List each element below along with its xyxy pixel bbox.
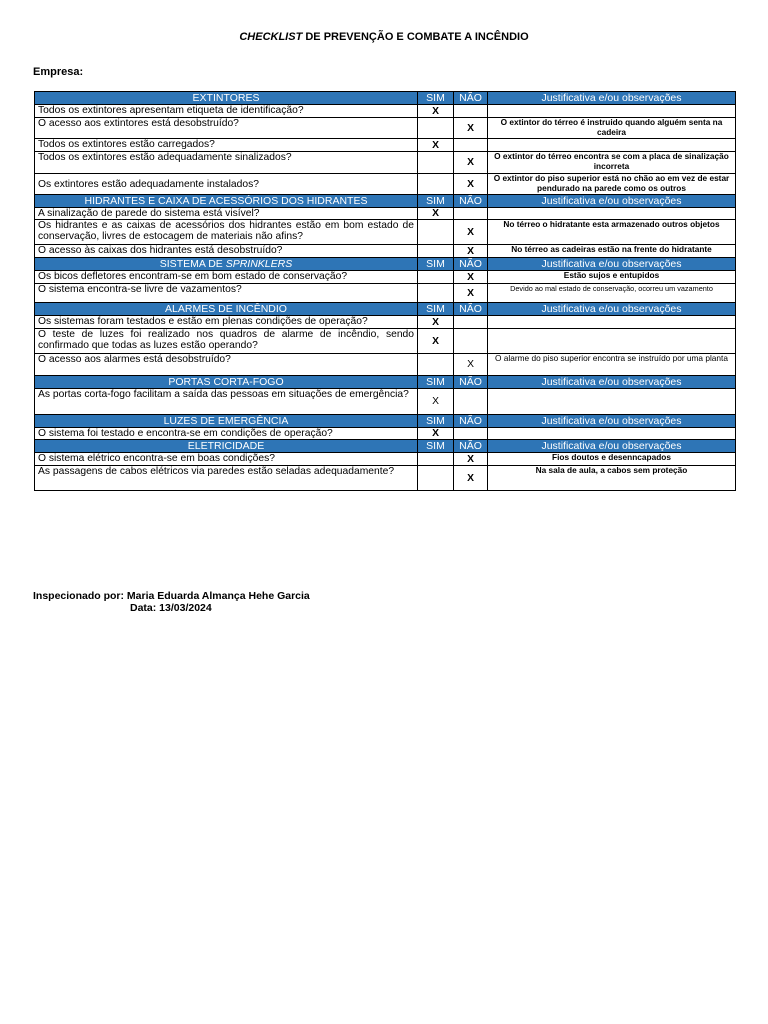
section-title: EXTINTORES <box>35 92 418 105</box>
nao-mark <box>454 329 488 354</box>
table-row <box>35 208 736 220</box>
question: As passagens de cabos elétricos via paredes estão seladas adequadamente? <box>35 466 418 491</box>
col-justificativa: Justificativa e/ou observações <box>488 258 736 271</box>
table-row <box>35 453 736 466</box>
nao-mark: X <box>454 453 488 466</box>
nao-mark: X <box>454 220 488 245</box>
title-rest: DE PREVENÇÃO E COMBATE A INCÊNDIO <box>302 31 529 43</box>
col-nao: NÃO <box>454 195 488 208</box>
table-row <box>35 105 736 118</box>
nao-mark <box>454 316 488 329</box>
table-row <box>35 174 736 195</box>
section-header-extintores <box>35 92 736 105</box>
checklist-table <box>34 91 736 491</box>
section-title: PORTAS CORTA-FOGO <box>35 376 418 389</box>
table-row <box>35 245 736 258</box>
section-header-hidrantes <box>35 195 736 208</box>
sim-mark <box>418 271 454 284</box>
section-title: HIDRANTES E CAIXA DE ACESSÓRIOS DOS HIDRANTES <box>35 195 418 208</box>
question: O acesso às caixas dos hidrantes está desobstruído? <box>35 245 418 258</box>
nao-mark <box>454 208 488 220</box>
question: O acesso aos extintores está desobstruído? <box>35 118 418 139</box>
empresa-label: Empresa: <box>33 66 84 78</box>
nao-mark: X <box>454 354 488 376</box>
question: O sistema foi testado e encontra-se em condições de operação? <box>35 428 418 440</box>
col-nao: NÃO <box>454 258 488 271</box>
col-justificativa: Justificativa e/ou observações <box>488 303 736 316</box>
table-row <box>35 284 736 303</box>
inspection-date: Data: 13/03/2024 <box>130 602 212 614</box>
col-sim: SIM <box>418 195 454 208</box>
nao-mark: X <box>454 152 488 174</box>
table-row <box>35 139 736 152</box>
section-header-luzes <box>35 415 736 428</box>
nao-mark <box>454 139 488 152</box>
sim-mark <box>418 466 454 491</box>
nao-mark <box>454 428 488 440</box>
section-header-eletricidade <box>35 440 736 453</box>
table-row <box>35 316 736 329</box>
col-justificativa: Justificativa e/ou observações <box>488 376 736 389</box>
col-sim: SIM <box>418 303 454 316</box>
sim-mark <box>418 152 454 174</box>
table-row <box>35 466 736 491</box>
col-sim: SIM <box>418 258 454 271</box>
nao-mark: X <box>454 466 488 491</box>
observation: Devido ao mal estado de conservação, ocorreu um vazamento <box>488 284 736 303</box>
question: O acesso aos alarmes está desobstruído? <box>35 354 418 376</box>
col-sim: SIM <box>418 376 454 389</box>
col-sim: SIM <box>418 92 454 105</box>
observation: No térreo as cadeiras estão na frente do hidratante <box>488 245 736 258</box>
table-row <box>35 118 736 139</box>
sim-mark: X <box>418 105 454 118</box>
section-title: LUZES DE EMERGÊNCIA <box>35 415 418 428</box>
table-row <box>35 428 736 440</box>
nao-mark: X <box>454 284 488 303</box>
observation <box>488 428 736 440</box>
observation: O extintor do térreo é instruido quando alguém senta na cadeira <box>488 118 736 139</box>
question: O teste de luzes foi realizado nos quadros de alarme de incêndio, sendo confirmado que todas as luzes estão operando? <box>35 329 418 354</box>
sim-mark <box>418 220 454 245</box>
inspection-footer <box>33 590 310 614</box>
sim-mark: X <box>418 208 454 220</box>
document-title <box>0 31 768 43</box>
col-nao: NÃO <box>454 415 488 428</box>
col-sim: SIM <box>418 440 454 453</box>
section-header-portas <box>35 376 736 389</box>
question: Todos os extintores estão carregados? <box>35 139 418 152</box>
sim-mark: X <box>418 428 454 440</box>
observation <box>488 389 736 415</box>
observation: Fios doutos e desenncapados <box>488 453 736 466</box>
question: Os sistemas foram testados e estão em plenas condições de operação? <box>35 316 418 329</box>
question: Os extintores estão adequadamente instalados? <box>35 174 418 195</box>
observation <box>488 105 736 118</box>
sim-mark <box>418 284 454 303</box>
sim-mark: X <box>418 329 454 354</box>
col-justificativa: Justificativa e/ou observações <box>488 195 736 208</box>
section-title <box>35 258 418 271</box>
section-header-sprinklers <box>35 258 736 271</box>
col-sim: SIM <box>418 415 454 428</box>
section-title-prefix: SISTEMA DE <box>159 257 226 270</box>
title-italic: CHECKLIST <box>239 31 303 43</box>
table-row <box>35 271 736 284</box>
sim-mark <box>418 354 454 376</box>
section-title: ELETRICIDADE <box>35 440 418 453</box>
sim-mark: X <box>418 389 454 415</box>
question: O sistema encontra-se livre de vazamentos? <box>35 284 418 303</box>
nao-mark: X <box>454 245 488 258</box>
inspector-name: Inspecionado por: Maria Eduarda Almança Hehe Garcia <box>33 590 310 602</box>
question: Todos os extintores estão adequadamente sinalizados? <box>35 152 418 174</box>
col-justificativa: Justificativa e/ou observações <box>488 440 736 453</box>
question: Todos os extintores apresentam etiqueta de identificação? <box>35 105 418 118</box>
question: Os bicos defletores encontram-se em bom estado de conservação? <box>35 271 418 284</box>
col-justificativa: Justificativa e/ou observações <box>488 415 736 428</box>
table-row <box>35 220 736 245</box>
nao-mark: X <box>454 271 488 284</box>
nao-mark: X <box>454 118 488 139</box>
sim-mark: X <box>418 316 454 329</box>
col-nao: NÃO <box>454 92 488 105</box>
table-row <box>35 152 736 174</box>
table-row <box>35 389 736 415</box>
sim-mark <box>418 118 454 139</box>
section-title: ALARMES DE INCÊNDIO <box>35 303 418 316</box>
observation: O extintor do piso superior está no chão ao em vez de estar pendurado na parede como os outros <box>488 174 736 195</box>
question: A sinalização de parede do sistema está visível? <box>35 208 418 220</box>
observation: Estão sujos e entupidos <box>488 271 736 284</box>
sim-mark <box>418 245 454 258</box>
col-justificativa: Justificativa e/ou observações <box>488 92 736 105</box>
question: O sistema elétrico encontra-se em boas condições? <box>35 453 418 466</box>
observation <box>488 329 736 354</box>
question: Os hidrantes e as caixas de acessórios dos hidrantes estão em bom estado de conservação, livres de estocagem de materiais não afins? <box>35 220 418 245</box>
section-title-italic: SPRINKLERS <box>225 257 293 270</box>
nao-mark <box>454 105 488 118</box>
observation: O extintor do térreo encontra se com a placa de sinalização incorreta <box>488 152 736 174</box>
col-nao: NÃO <box>454 440 488 453</box>
col-nao: NÃO <box>454 376 488 389</box>
col-nao: NÃO <box>454 303 488 316</box>
sim-mark: X <box>418 139 454 152</box>
sim-mark <box>418 453 454 466</box>
observation: O alarme do piso superior encontra se instruído por uma planta <box>488 354 736 376</box>
nao-mark: X <box>454 174 488 195</box>
sim-mark <box>418 174 454 195</box>
observation <box>488 316 736 329</box>
observation: Na sala de aula, a cabos sem proteção <box>488 466 736 491</box>
observation <box>488 139 736 152</box>
table-row <box>35 329 736 354</box>
table-row <box>35 354 736 376</box>
section-header-alarmes <box>35 303 736 316</box>
observation <box>488 208 736 220</box>
observation: No térreo o hidratante esta armazenado outros objetos <box>488 220 736 245</box>
nao-mark <box>454 389 488 415</box>
question: As portas corta-fogo facilitam a saída das pessoas em situações de emergência? <box>35 389 418 415</box>
